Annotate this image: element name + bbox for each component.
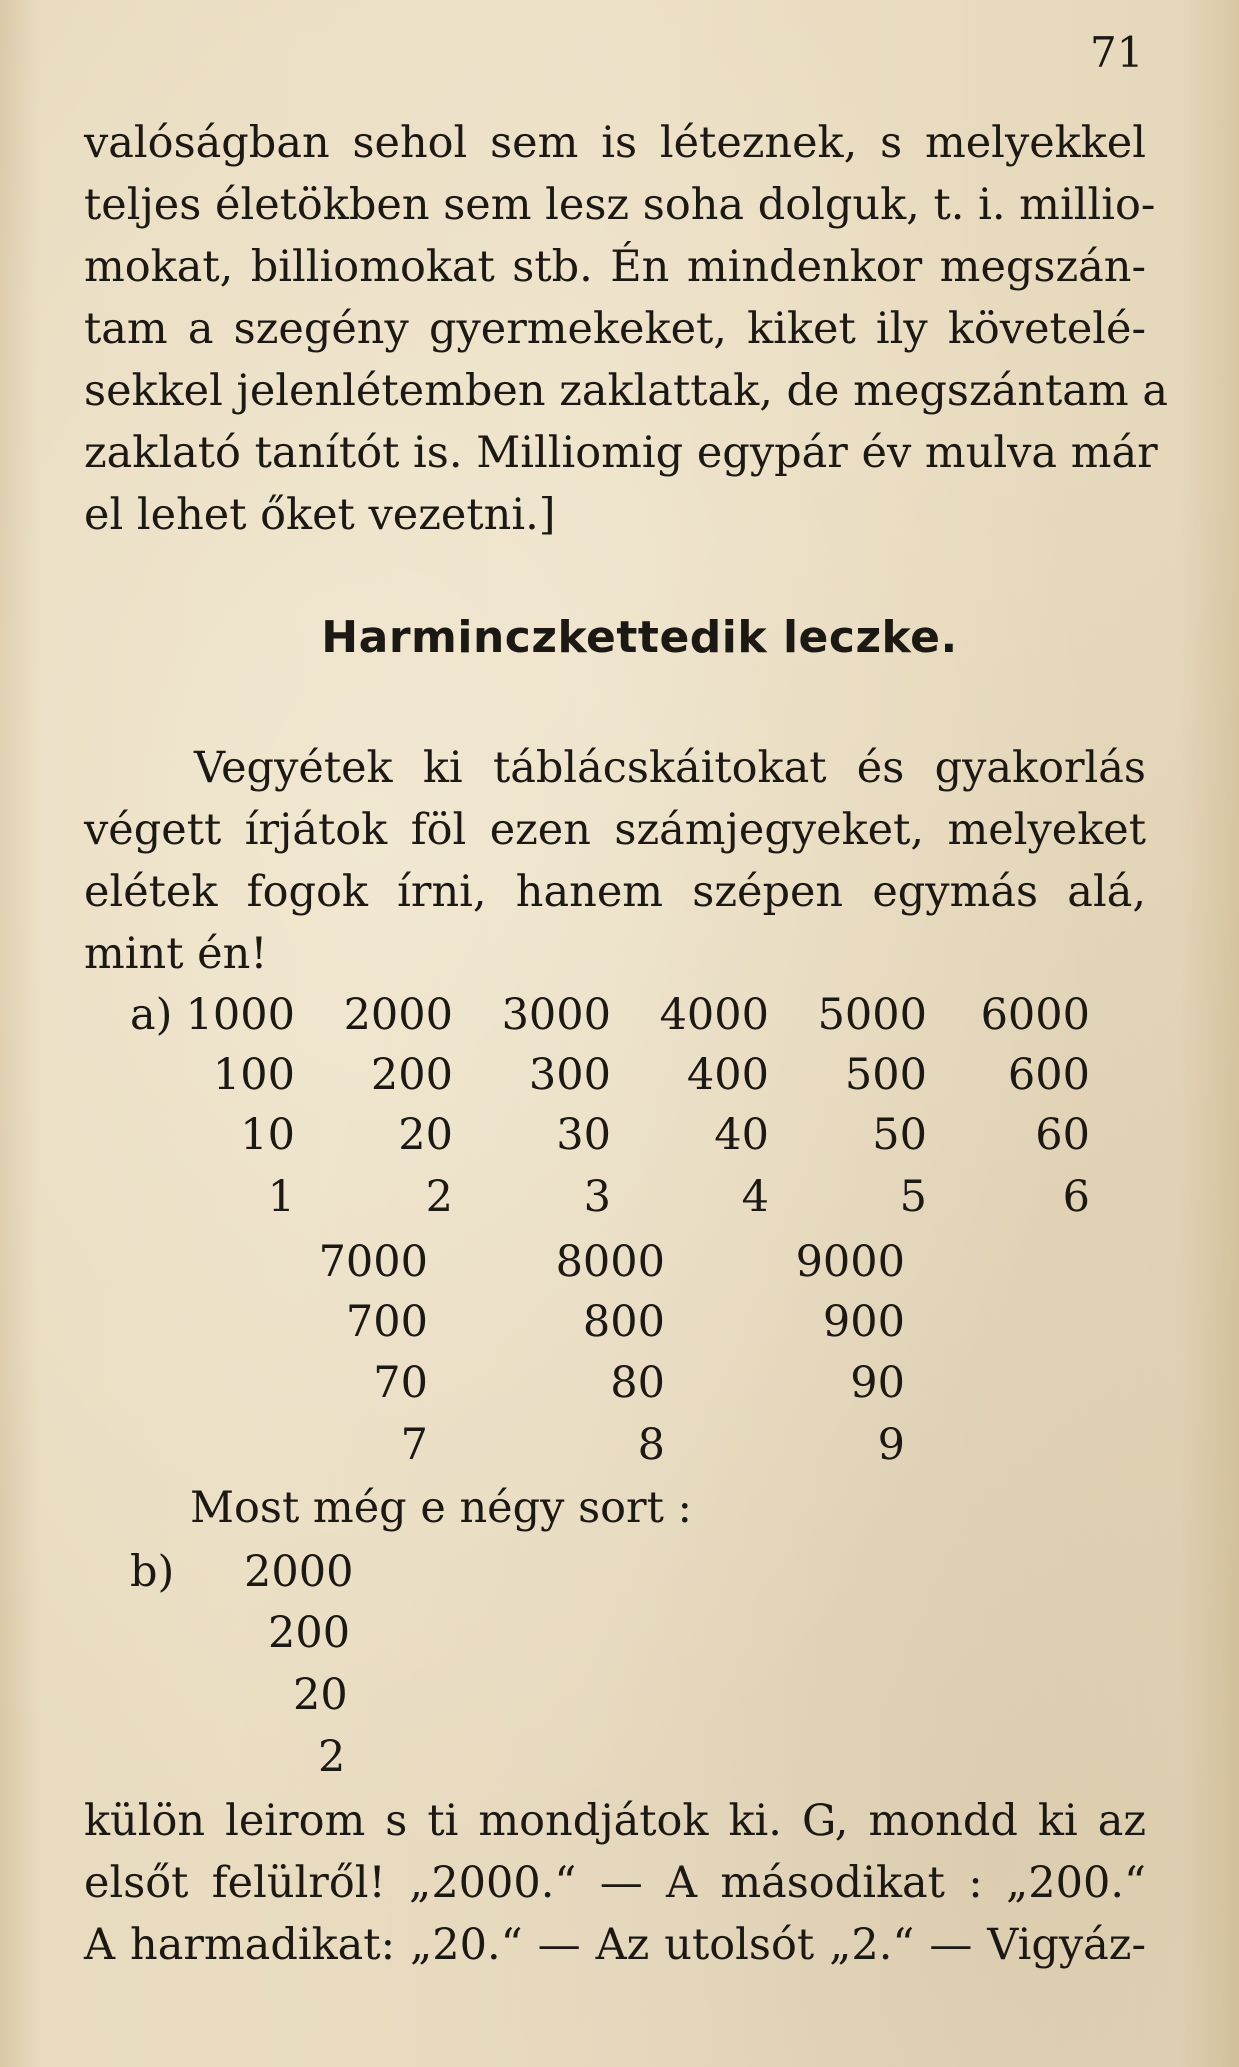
table-cell: 300 xyxy=(528,1050,611,1100)
paragraph-1 xyxy=(84,112,1168,546)
table-cell: 500 xyxy=(844,1050,927,1100)
table-cell: 3000 xyxy=(501,990,611,1040)
text-line: Vegyétek ki táblácskáitokat és gyakorlás xyxy=(194,743,1146,793)
table-cell: 7 xyxy=(400,1420,428,1470)
table-cell: 90 xyxy=(850,1358,905,1408)
text-line: teljes életökben sem lesz soha dolguk, t. i. millio- xyxy=(84,180,1156,230)
table-cell: 800 xyxy=(582,1297,665,1347)
text-line: végett írjátok föl ezen számjegyeket, melyeket xyxy=(84,805,1146,855)
exercise-label-a: a) xyxy=(130,990,173,1040)
table-cell: 50 xyxy=(872,1110,927,1160)
table-cell: 2 xyxy=(318,1732,346,1782)
table-cell: 1000 xyxy=(185,990,295,1040)
text-line: zaklató tanítót is. Milliomig egypár év mulva már xyxy=(84,428,1158,478)
text-line: elétek fogok írni, hanem szépen egymás alá, xyxy=(84,867,1146,917)
table-cell: 2 xyxy=(425,1172,453,1222)
table-cell: 400 xyxy=(686,1050,769,1100)
text-line: elsőt felülről! „2000.“ — A másodikat : „200.“ xyxy=(84,1858,1146,1908)
table-cell: 70 xyxy=(373,1358,428,1408)
text-line: el lehet őket vezetni.] xyxy=(84,490,556,540)
table-cell: 700 xyxy=(345,1297,428,1347)
text-line: tam a szegény gyermekeket, kiket ily követelé- xyxy=(84,304,1146,354)
exercise-label-b: b) xyxy=(130,1547,175,1597)
table-cell: 80 xyxy=(610,1358,665,1408)
lesson-heading: Harminczkettedik leczke. xyxy=(321,612,958,663)
table-cell: 4000 xyxy=(659,990,769,1040)
text-line: mint én! xyxy=(84,929,268,979)
table-cell: 600 xyxy=(1007,1050,1090,1100)
text-line: külön leirom s ti mondjátok ki. G, mondd ki az xyxy=(84,1796,1146,1846)
table-cell: 6 xyxy=(1062,1172,1090,1222)
table-cell: 200 xyxy=(370,1050,453,1100)
table-cell: 60 xyxy=(1035,1110,1090,1160)
table-cell: 5 xyxy=(899,1172,927,1222)
table-cell: 6000 xyxy=(980,990,1090,1040)
paragraph-2 xyxy=(84,737,1146,985)
table-cell: 100 xyxy=(212,1050,295,1100)
text-line: valóságban sehol sem is léteznek, s melyekkel xyxy=(84,118,1146,168)
table-cell: 9000 xyxy=(795,1237,905,1287)
table-cell: 9 xyxy=(877,1420,905,1470)
paragraph-3 xyxy=(84,1790,1146,1976)
table-cell: 20 xyxy=(293,1670,348,1720)
table-cell: 4 xyxy=(741,1172,769,1222)
table-cell: 20 xyxy=(398,1110,453,1160)
table-cell: 2000 xyxy=(343,990,453,1040)
table-cell: 900 xyxy=(822,1297,905,1347)
table-cell: 7000 xyxy=(318,1237,428,1287)
table-cell: 2000 xyxy=(244,1547,354,1597)
exercise-intro-b: Most még e négy sort : xyxy=(190,1483,693,1533)
table-cell: 200 xyxy=(268,1608,351,1658)
text-line: sekkel jelenlétemben zaklattak, de megszántam a xyxy=(84,366,1168,416)
table-cell: 1 xyxy=(267,1172,295,1222)
text-line: A harmadikat: „20.“ — Az utolsót „2.“ — Vigyáz- xyxy=(84,1920,1146,1970)
table-cell: 8 xyxy=(637,1420,665,1470)
table-cell: 3 xyxy=(583,1172,611,1222)
table-cell: 30 xyxy=(556,1110,611,1160)
text-line: mokat, billiomokat stb. Én mindenkor megszán- xyxy=(84,242,1146,292)
page-number: 71 xyxy=(1090,28,1144,77)
table-cell: 8000 xyxy=(555,1237,665,1287)
table-cell: 10 xyxy=(240,1110,295,1160)
table-cell: 5000 xyxy=(817,990,927,1040)
table-cell: 40 xyxy=(714,1110,769,1160)
